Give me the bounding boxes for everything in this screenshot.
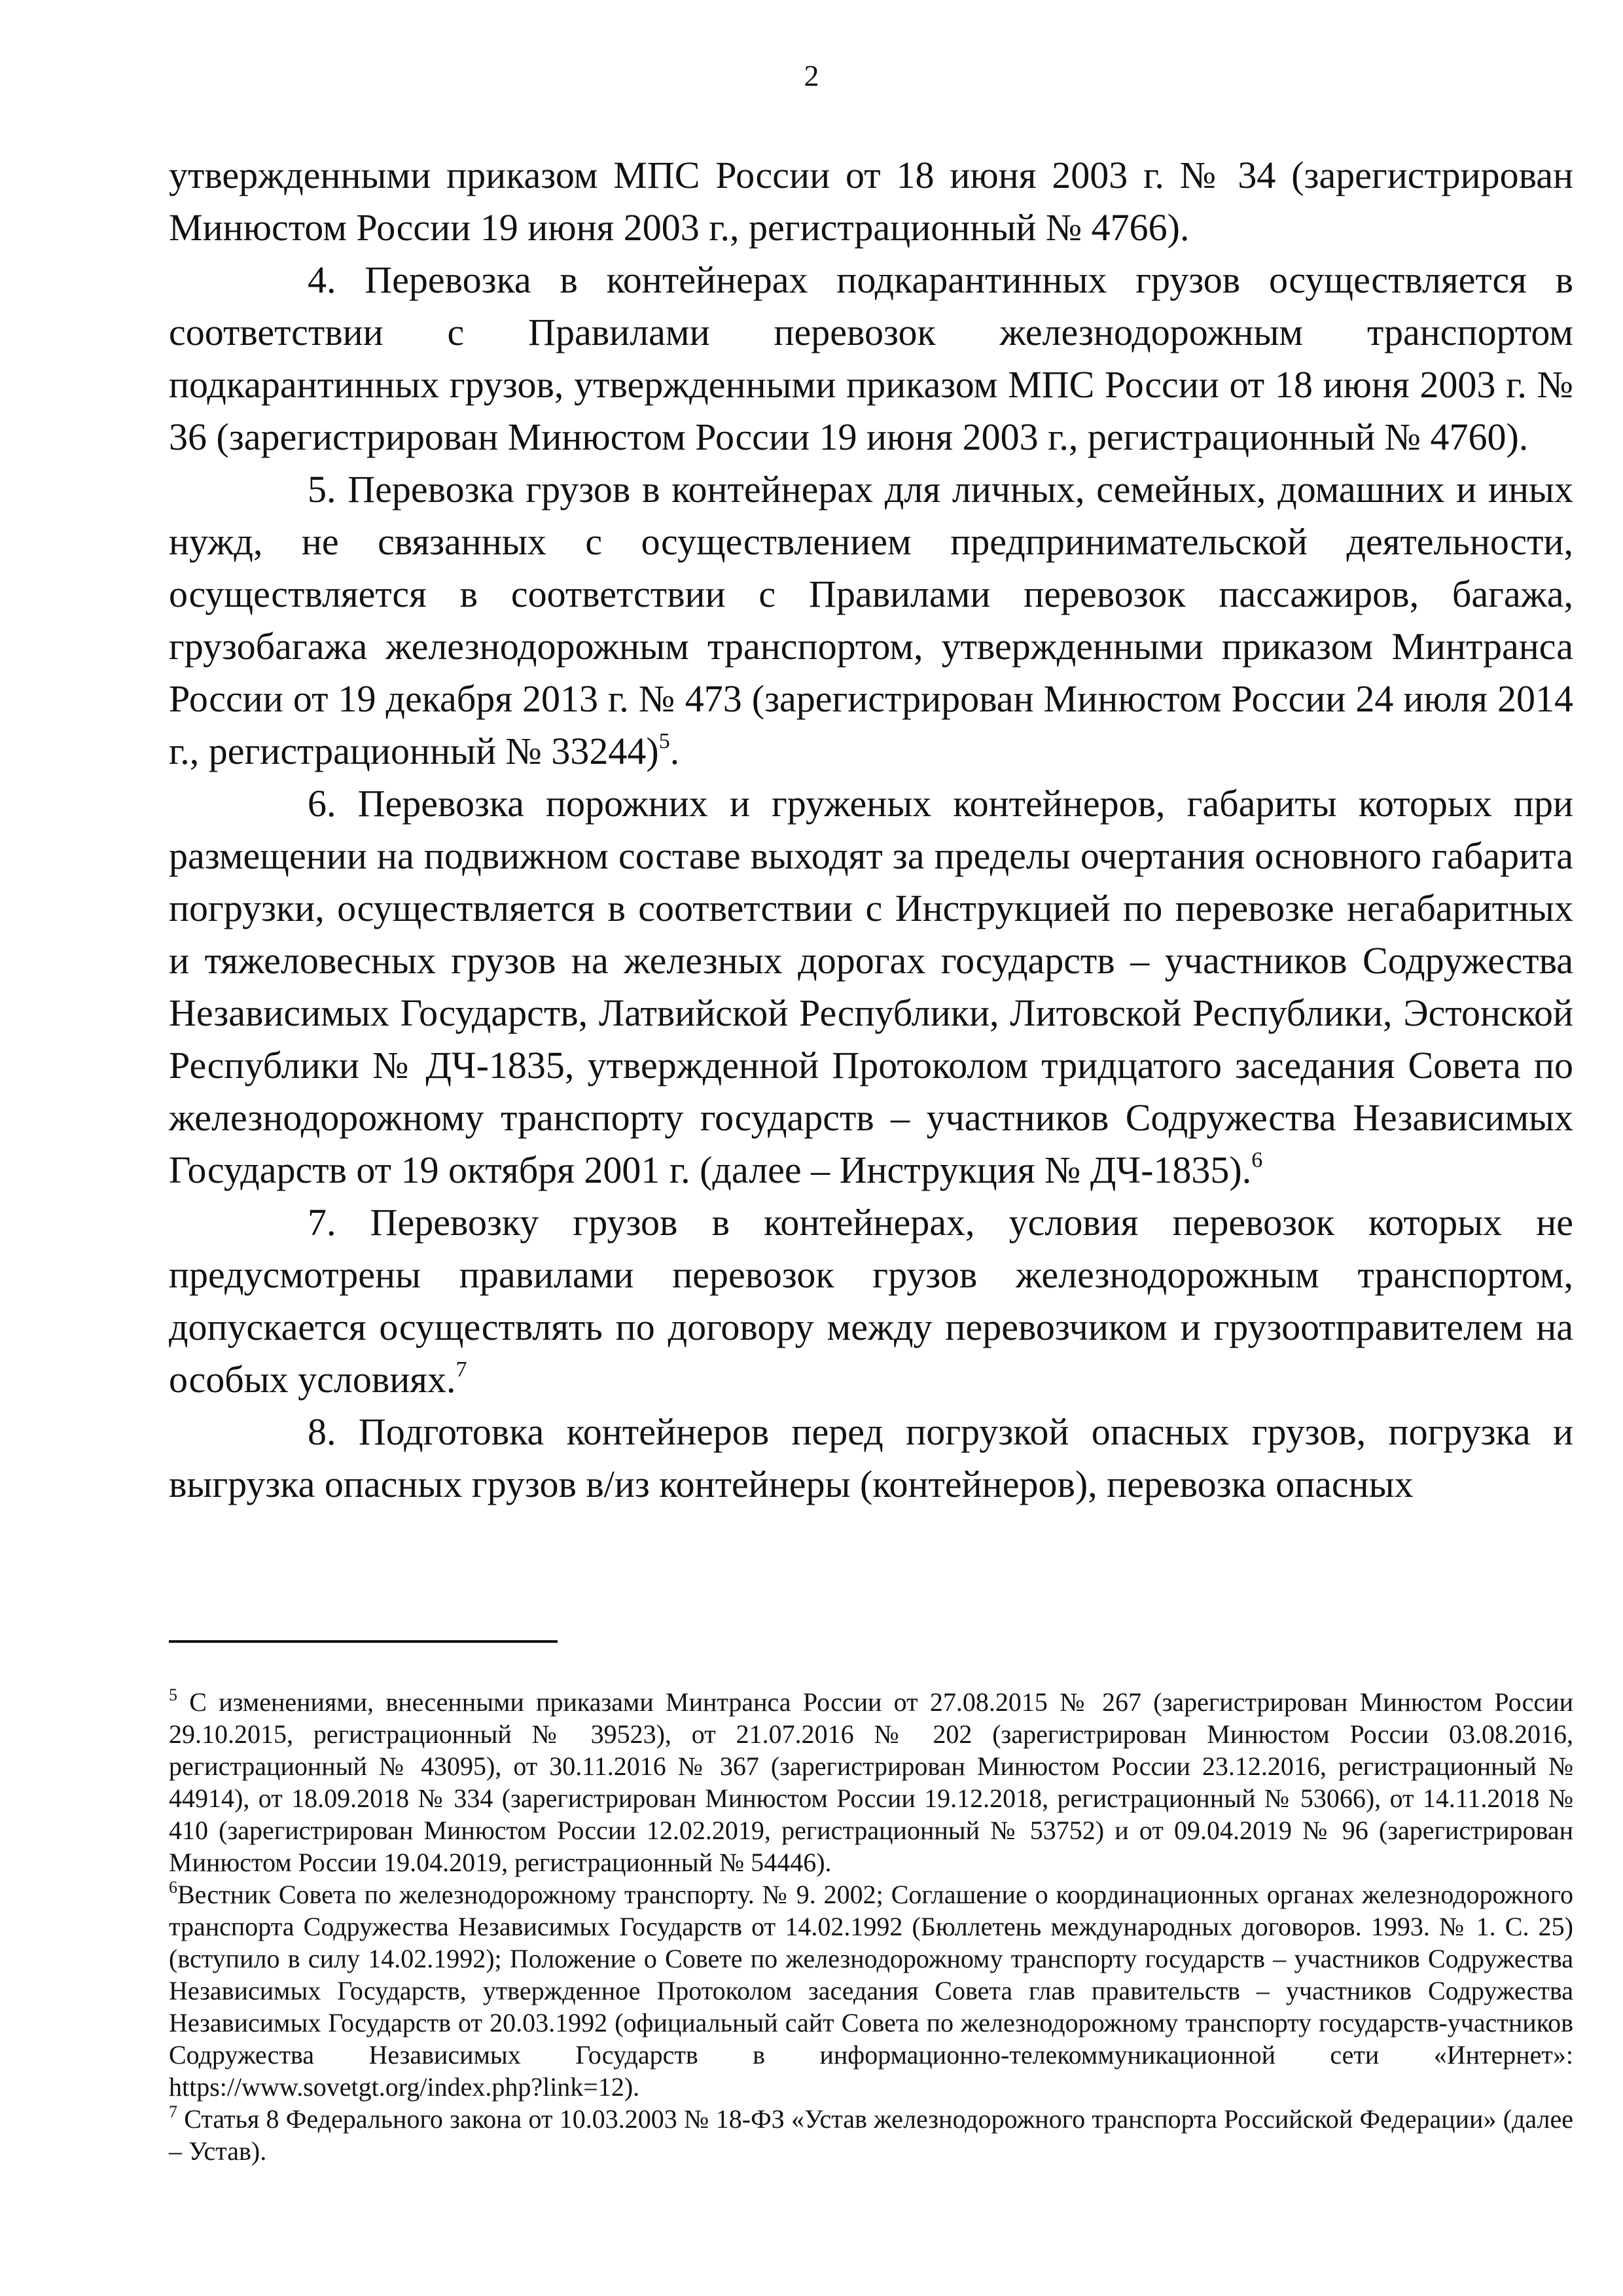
paragraph-8 [169,1406,1573,1511]
paragraph-text: 7. Перевозку грузов в контейнерах, условия перевозок которых не предусмотрены правилами перевозок грузов железнодорожным транспортом, допускается осуществлять по договору между перевозчиком и грузоотправителем на особых условиях. [169,1201,1573,1401]
footnote-text: С изменениями, внесенными приказами Минтранса России от 27.08.2015 № 267 (зарегистрирован Минюстом России 29.10.2015, регистрационный № 39523), от 21.07.2016 № 202 (зарегистрирован Минюстом России 03.08.2016, регистрационный № 43095), от 30.11.2016 № 367 (зарегистрирован Минюстом России 23.12.2016, регистрационный № 44914), от 18.09.2018 № 334 (зарегистрирован Минюстом России 19.12.2018, регистрационный № 53066), от 14.11.2018 № 410 (зарегистрирован Минюстом России 12.02.2019, регистрационный № 53752) и от 09.04.2019 № 96 (зарегистрирован Минюстом России 19.04.2019, регистрационный № 54446). [169,1687,1573,1877]
paragraph-4 [169,254,1573,463]
footnote-marker: 7 [169,2102,177,2121]
paragraph-7 [169,1196,1573,1406]
footnote-text: Вестник Совета по железнодорожному транспорту. № 9. 2002; Соглашение о координационных органах железнодорожного транспорта Содружества Независимых Государств от 14.02.1992 (Бюллетень международных договоров. 1993. № 1. С. 25) (вступило в силу 14.02.1992); Положение о Совете по железнодорожному транспорту государств – участников Содружества Независимых Государств, утвержденное Протоколом заседания Совета глав правительств – участников Содружества Независимых Государств от 20.03.1992 (официальный сайт Совета по железнодорожному транспорту государств-участников Содружества Независимых Государств в информационно-телекоммуникационной сети «Интернет»: https://www.sovetgt.org/index.php?link=12). [169,1880,1573,2102]
paragraph-5 [169,463,1573,778]
footnote-marker: 6 [169,1877,177,1897]
footnote-ref-5: 5 [658,728,670,753]
paragraph-continuation [169,149,1573,254]
paragraph-6 [169,778,1573,1196]
document-body [169,149,1573,1511]
footnote-5 [169,1686,1573,1878]
footnote-text: Статья 8 Федерального закона от 10.03.2003 № 18-ФЗ «Устав железнодорожного транспорта Российской Федерации» (далее – Устав). [169,2104,1573,2166]
footnote-separator [169,1640,558,1643]
page-number: 2 [804,59,819,92]
paragraph-text: 8. Подготовка контейнеров перед погрузкой опасных грузов, погрузка и выгрузка опасных грузов в/из контейнеры (контейнеров), перевозка опасных [169,1410,1573,1505]
paragraph-text: утвержденными приказом МПС России от 18 июня 2003 г. № 34 (зарегистрирован Минюстом России 19 июня 2003 г., регистрационный № 4766). [169,154,1573,249]
footnote-ref-6: 6 [1251,1147,1263,1172]
footnote-ref-7: 7 [455,1357,467,1382]
footnote-marker: 5 [169,1685,177,1704]
paragraph-text: 4. Перевозка в контейнерах подкарантинных грузов осуществляется в соответствии с Правилами перевозок железнодорожным транспортом подкарантинных грузов, утвержденными приказом МПС России от 18 июня 2003 г. № 36 (зарегистрирован Минюстом России 19 июня 2003 г., регистрационный № 4760). [169,259,1573,458]
footnote-7 [169,2103,1573,2167]
paragraph-text: 6. Перевозка порожних и груженых контейнеров, габариты которых при размещении на подвижном составе выходят за пределы очертания основного габарита погрузки, осуществляется в соответствии с Инструкцией по перевозке негабаритных и тяжеловесных грузов на железных дорогах государств – участников Содружества Независимых Государств, Латвийской Республики, Литовской Республики, Эстонской Республики № ДЧ-1835, утвержденной Протоколом тридцатого заседания Совета по железнодорожному транспорту государств – участников Содружества Независимых Государств от 19 октября 2001 г. (далее – Инструкция № ДЧ-1835). [169,782,1573,1191]
footnotes [169,1686,1573,2167]
paragraph-tail: . [669,730,680,772]
footnote-6 [169,1878,1573,2103]
paragraph-text: 5. Перевозка грузов в контейнерах для личных, семейных, домашних и иных нужд, не связанных с осуществлением предпринимательской деятельности, осуществляется в соответствии с Правилами перевозок пассажиров, багажа, грузобагажа железнодорожным транспортом, утвержденными приказом Минтранса России от 19 декабря 2013 г. № 473 (зарегистрирован Минюстом России 24 июля 2014 г., регистрационный № 33244) [169,468,1573,772]
